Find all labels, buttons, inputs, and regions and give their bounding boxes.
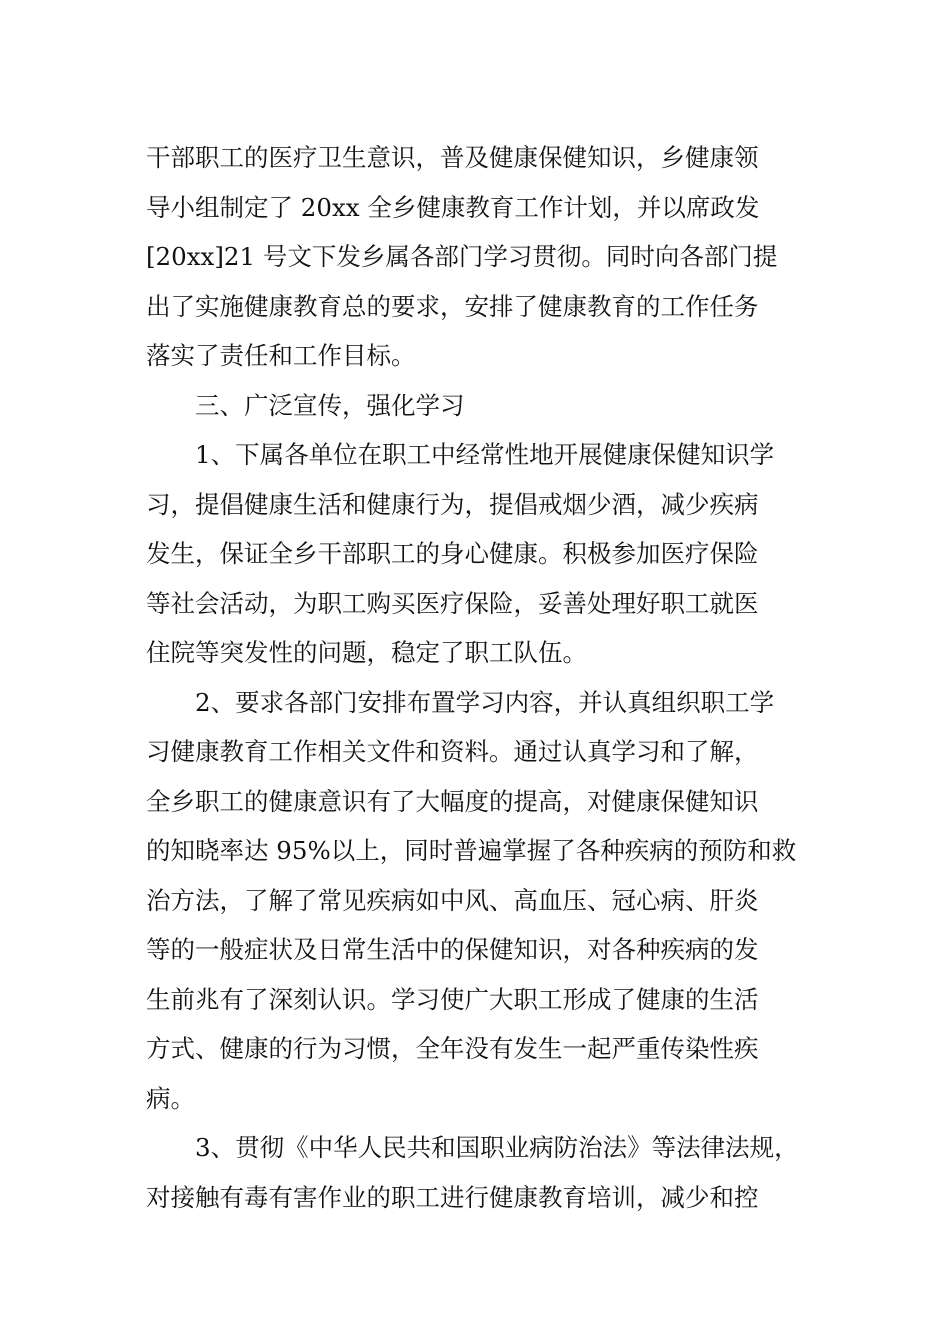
text-line: 对接触有毒有害作业的职工进行健康教育培训，减少和控 (146, 1182, 759, 1212)
text-line: 等社会活动，为职工购买医疗保险，妥善处理好职工就医 (146, 588, 759, 618)
text-line: 等的一般症状及日常生活中的保健知识，对各种疾病的发 (146, 935, 759, 964)
text-line: 2、要求各部门安排布置学习内容，并认真组织职工学 (195, 687, 775, 717)
text-line: 方式、健康的行为习惯，全年没有发生一起严重传染性疾 (146, 1034, 759, 1063)
text-line: 习健康教育工作相关文件和资料。通过认真学习和了解， (146, 737, 759, 766)
text-line: 出了实施健康教育总的要求，安排了健康教育的工作任务 (146, 291, 759, 321)
text-line: 住院等突发性的问题，稳定了职工队伍。 (146, 638, 587, 667)
text-line: 习，提倡健康生活和健康行为，提倡戒烟少酒，减少疾病 (146, 489, 759, 519)
text-line: 全乡职工的健康意识有了大幅度的提高，对健康保健知识 (146, 786, 759, 816)
text-line: 生前兆有了深刻认识。学习使广大职工形成了健康的生活 (146, 984, 759, 1014)
text-line: 导小组制定了 20xx 全乡健康教育工作计划，并以席政发 (146, 192, 760, 222)
text-line: 病。 (146, 1083, 195, 1113)
text-line: 治方法，了解了常见疾病如中风、高血压、冠心病、肝炎 (146, 885, 759, 915)
text-line: 干部职工的医疗卫生意识，普及健康保健知识，乡健康领 (146, 143, 759, 172)
document-body (146, 133, 826, 1222)
text-line: 三、广泛宣传，强化学习 (195, 390, 465, 420)
text-line: 落实了责任和工作目标。 (146, 341, 416, 370)
text-line: 3、贯彻《中华人民共和国职业病防治法》等法律法规， (195, 1133, 799, 1162)
text-line: 发生，保证全乡干部职工的身心健康。积极参加医疗保险 (146, 539, 759, 568)
text-line: 1、下属各单位在职工中经常性地开展健康保健知识学 (195, 440, 775, 469)
text-line: 的知晓率达 95%以上，同时普遍掌握了各种疾病的预防和救 (146, 836, 797, 865)
text-line: [20xx]21 号文下发乡属各部门学习贯彻。同时向各部门提 (146, 242, 778, 271)
